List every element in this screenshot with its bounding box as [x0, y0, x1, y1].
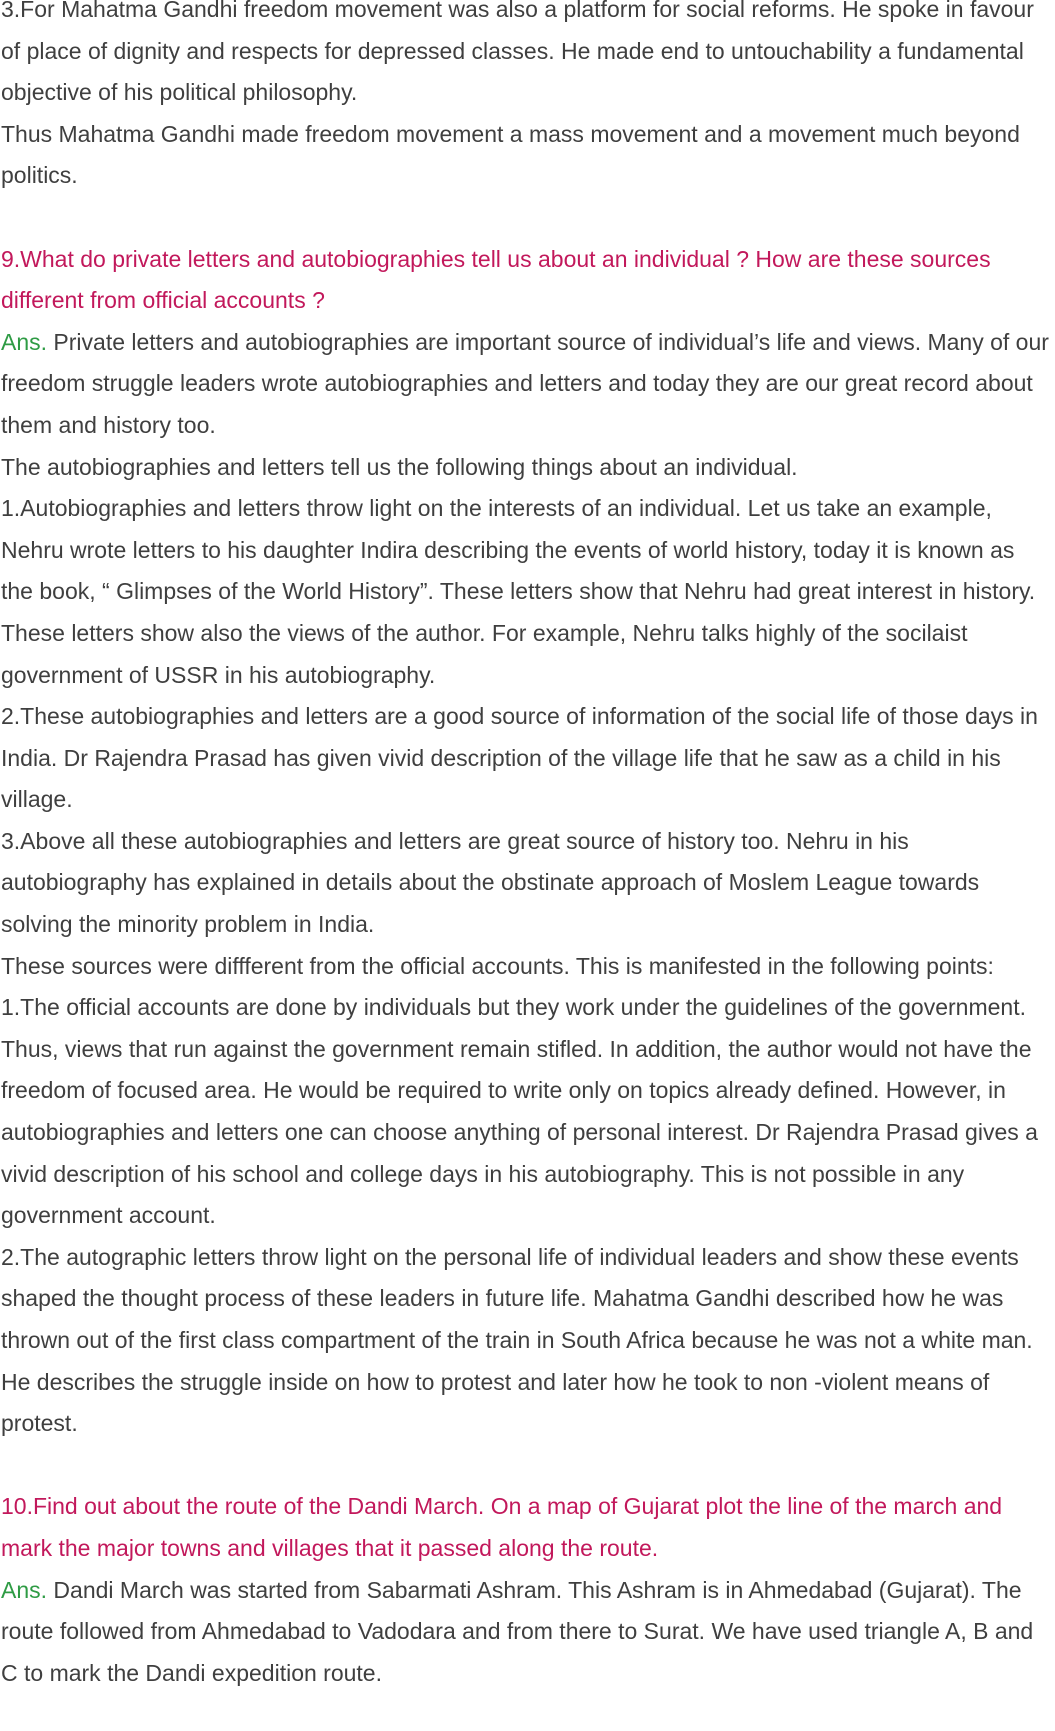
intro-paragraph-2: Thus Mahatma Gandhi made freedom movement a mass movement and a movement much beyond politics. [1, 120, 1020, 189]
question-10: 10.Find out about the route of the Dandi March. On a map of Gujarat plot the line of the march and mark the major towns and villages that it passed along the route. [1, 1493, 1003, 1561]
intro-paragraph-1: 3.For Mahatma Gandhi freedom movement was also a platform for social reforms. He spoke in favour of place of dignity and respects for depressed classes. He made end to untouchability a fundamental objective of his political philosophy. [1, 0, 1034, 106]
answer-9-paragraph: 3.Above all these autobiographies and letters are great source of history too. Nehru in his autobiography has explained in details about the obstinate approach of Moslem League towards solving the minority problem in India. [1, 827, 980, 938]
answer-9-intro [1, 322, 1049, 447]
answer-9-paragraph: 1.Autobiographies and letters throw light on the interests of an individual. Let us take an example, Nehru wrote letters to his daughter Indira describing the events of world history, today it is known as the book, “ Glimpses of the World History”. These letters show that Nehru had great interest in history. These letters show also the views of the author. For example, Nehru talks highly of the socilaist government of USSR in his autobiography. [1, 495, 1036, 688]
answer-9-text: Private letters and autobiographies are important source of individual’s life and views. Many of our freedom struggle leaders wrote autobiographies and letters and today they are our great record about them and history too. [1, 328, 1049, 438]
answer-9-paragraph: 2.The autographic letters throw light on the personal life of individual leaders and show these events shaped the thought process of these leaders in future life. Mahatma Gandhi described how he was thrown out of the first class compartment of the train in South Africa because he was not a white man. He describes the struggle inside on how to protest and later how he took to non -violent means of protest. [1, 1243, 1033, 1437]
answer-label: Ans. [1, 1576, 48, 1603]
answer-label: Ans. [1, 328, 48, 355]
answer-9-paragraph: 1.The official accounts are done by individuals but they work under the guidelines of the government. Thus, views that run against the government remain stifled. In addition, the author would not have the freedom of focused area. He would be required to write only on topics already defined. However, in autobiographies and letters one can choose anything of personal interest. Dr Rajendra Prasad gives a vivid description of his school and college days in his autobiography. This is not possible in any government account. [1, 994, 1038, 1229]
answer-10-intro [1, 1570, 1049, 1695]
answer-10-text: Dandi March was started from Sabarmati Ashram. This Ashram is in Ahmedabad (Gujarat). The route followed from Ahmedabad to Vadodara and from there to Surat. We have used triangle A, B and C to mark the Dandi expedition route. [1, 1576, 1034, 1686]
answer-9-paragraph: The autobiographies and letters tell us the following things about an individual. [1, 453, 798, 480]
answer-9-paragraph: 2.These autobiographies and letters are a good source of information of the social life of those days in India. Dr Rajendra Prasad has given vivid description of the village life that he saw as a child in his village. [1, 703, 1038, 813]
question-9: 9.What do private letters and autobiographies tell us about an individual ? How are these sources different from official accounts ? [1, 245, 991, 314]
answer-9-paragraph: These sources were diffferent from the official accounts. This is manifested in the following points: [1, 952, 994, 979]
